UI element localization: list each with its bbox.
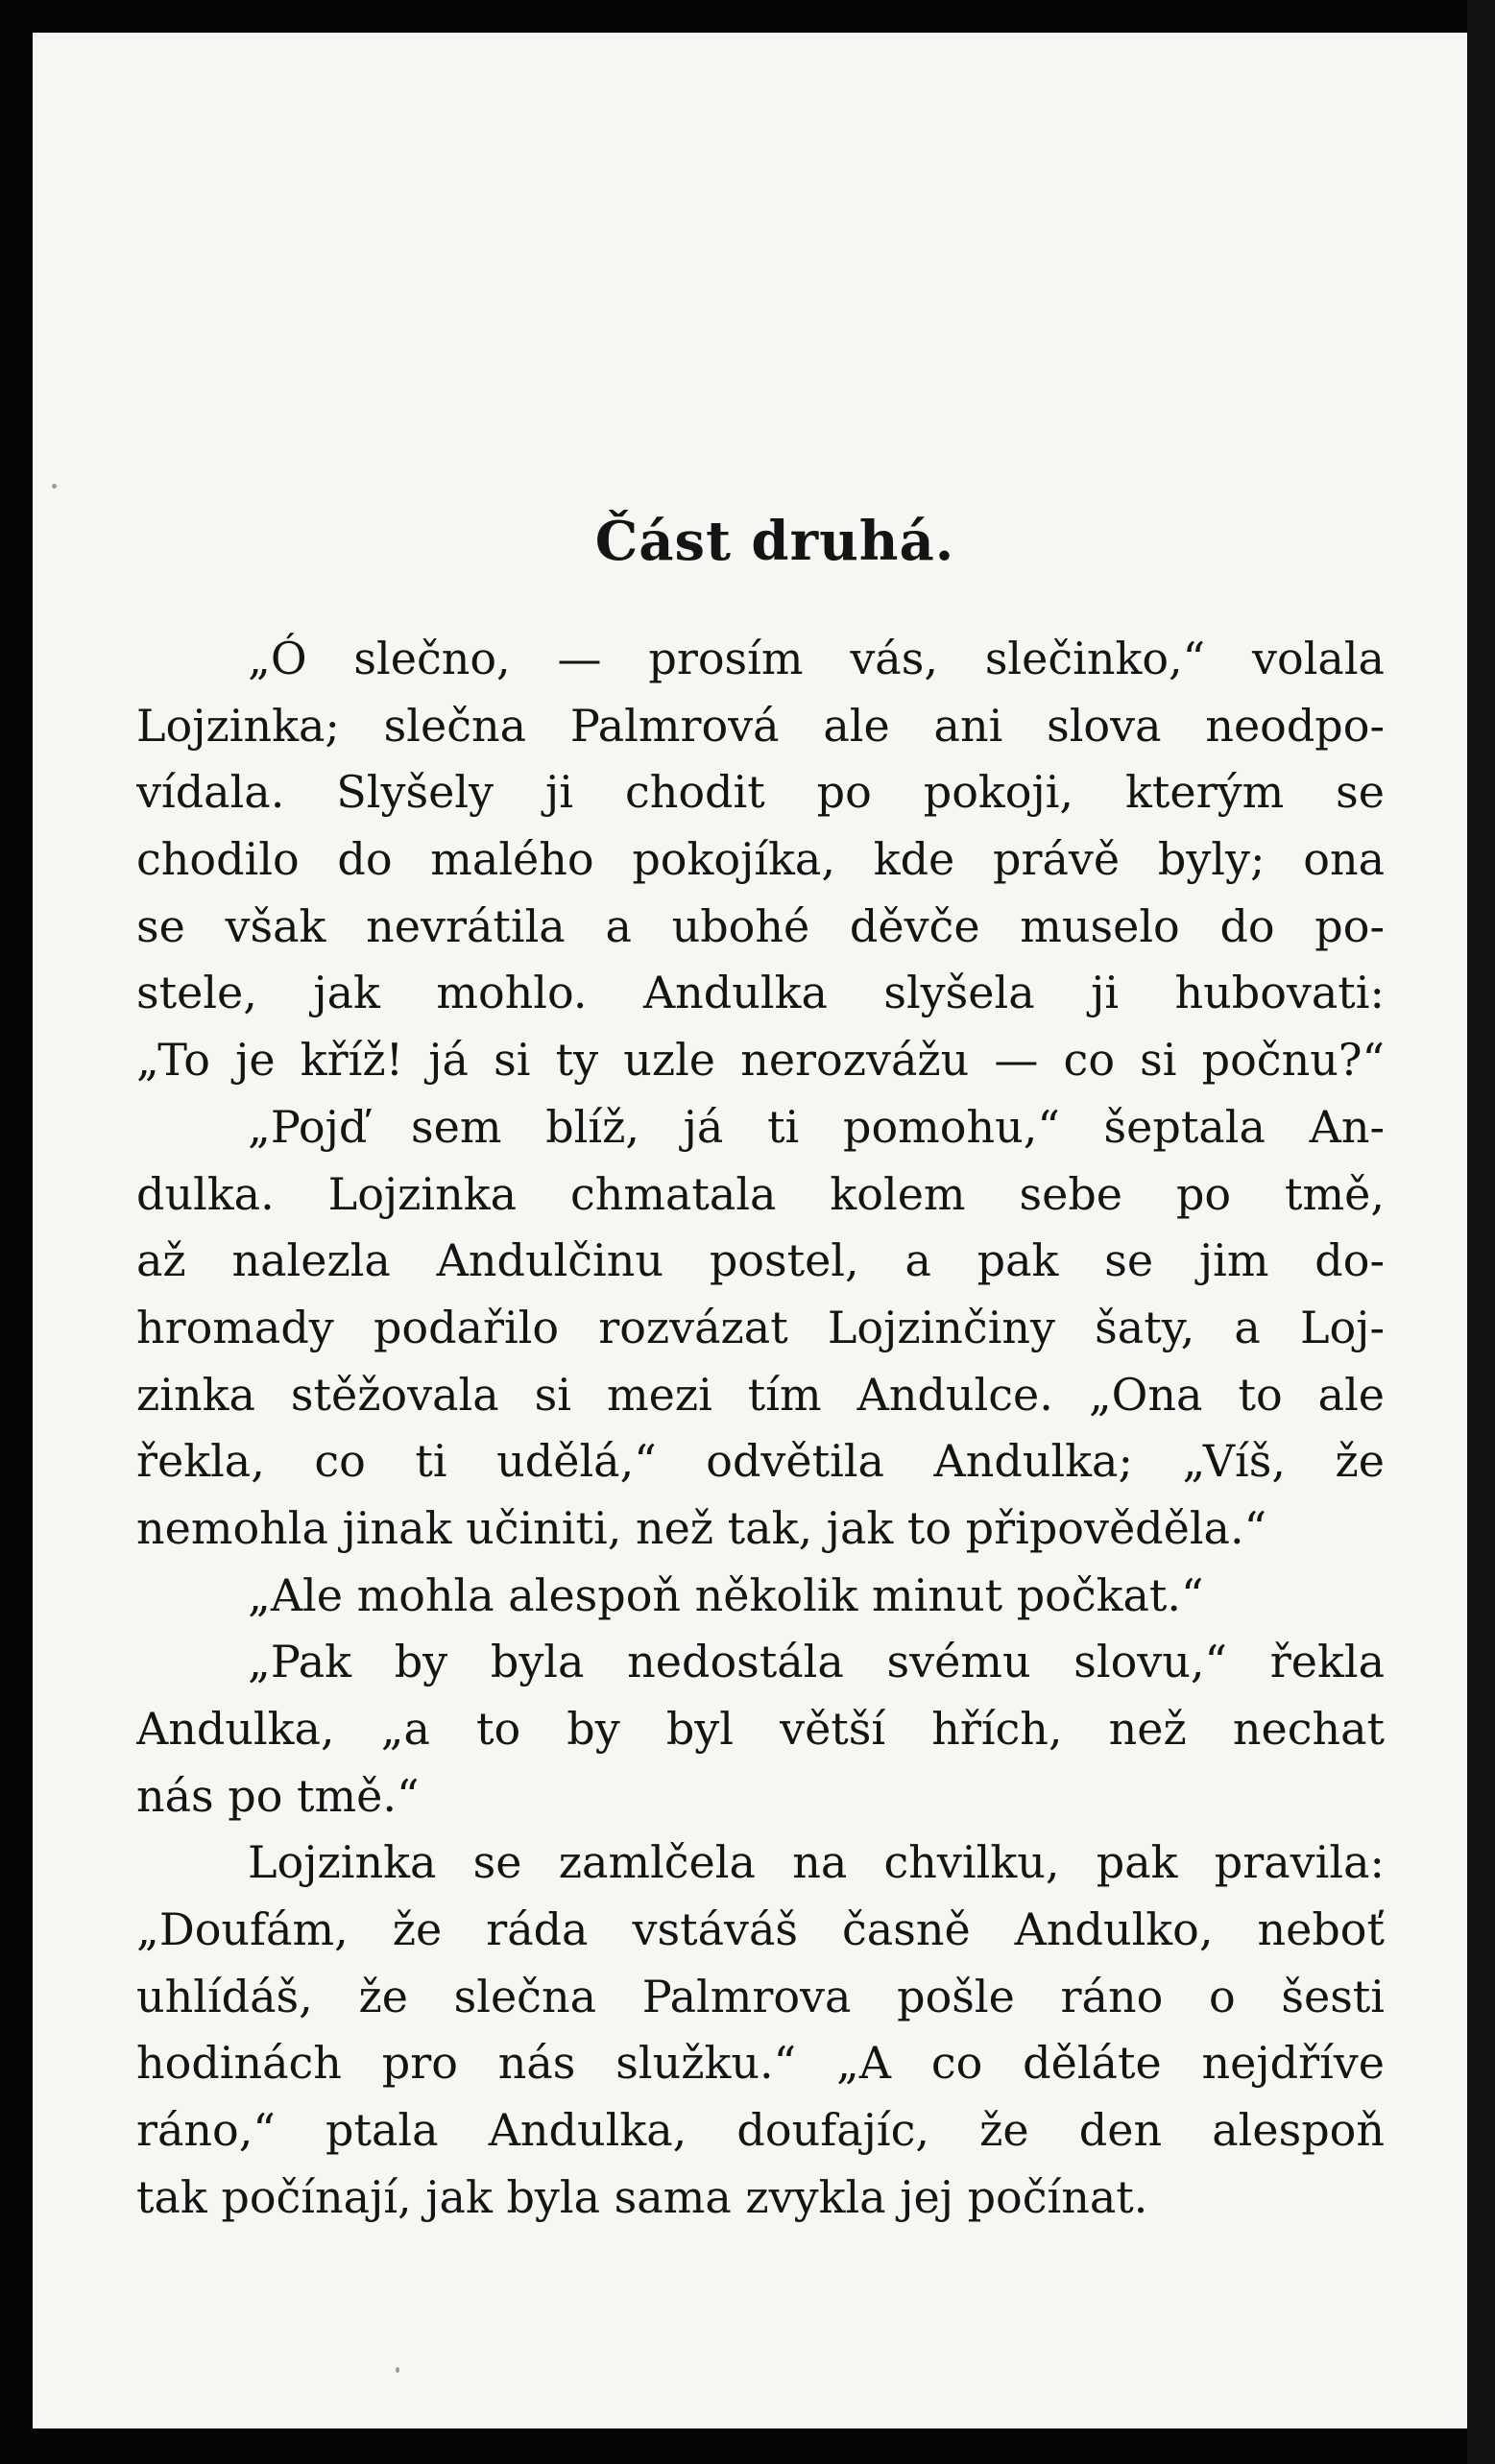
dust-speck	[52, 484, 57, 489]
text-line: se však nevrátila a ubohé děvče muselo do po-	[136, 899, 1385, 952]
text-line: až nalezla Andulčinu postel, a pak se jim do-	[136, 1234, 1385, 1287]
book-page	[33, 33, 1467, 2428]
text-line: Lojzinka se zamlčela na chvilku, pak pravila:	[248, 1836, 1385, 1889]
text-line: dulka. Lojzinka chmatala kolem sebe po tmě,	[136, 1167, 1385, 1220]
text-line: „To je kříž! já si ty uzle nerozvážu — co si počnu?“	[136, 1034, 1385, 1087]
text-line: „Doufám, že ráda vstáváš časně Andulko, neboť	[136, 1903, 1385, 1956]
text-block	[136, 503, 1385, 2232]
chapter-title: Část druhá.	[594, 510, 955, 573]
text-line: tak počínají, jak byla sama zvykla jej počínat.	[136, 2170, 1148, 2223]
page-edge-shadow	[1467, 0, 1495, 2464]
text-line: řekla, co ti udělá,“ odvětila Andulka; „Víš, že	[136, 1435, 1385, 1488]
text-line: „Pak by byla nedostála svému slovu,“ řekla	[248, 1636, 1385, 1688]
text-line: stele, jak mohlo. Andulka slyšela ji hubovati:	[136, 967, 1385, 1019]
text-line: chodilo do malého pokojíka, kde právě byly; ona	[136, 833, 1385, 886]
text-line: „Pojď sem blíž, já ti pomohu,“ šeptala An-	[248, 1100, 1385, 1153]
text-line: hromady podařilo rozvázat Lojzinčiny šaty, a Loj-	[136, 1301, 1385, 1353]
paragraph-lines	[136, 626, 1385, 2232]
text-line: hodinách pro nás služku.“ „A co děláte nejdříve	[136, 2037, 1385, 2090]
text-line: nemohla jinak učiniti, než tak, jak to připověděla.“	[136, 1501, 1267, 1554]
text-line: uhlídáš, že slečna Palmrova pošle ráno o šesti	[136, 1970, 1385, 2022]
dust-speck	[396, 2367, 399, 2373]
text-line: „Ó slečno, — prosím vás, slečinko,“ volala	[248, 633, 1385, 684]
text-line: zinka stěžovala si mezi tím Andulce. „Ona to ale	[136, 1368, 1385, 1421]
text-line: ráno,“ ptala Andulka, doufajíc, že den alespoň	[136, 2104, 1385, 2157]
text-line: Andulka, „a to by byl větší hřích, než nechat	[136, 1703, 1385, 1755]
text-line: nás po tmě.“	[136, 1769, 420, 1822]
text-line: „Ale mohla alespoň několik minut počkat.“	[248, 1568, 1204, 1621]
text-line: vídala. Slyšely ji chodit po pokoji, kterým se	[136, 766, 1385, 819]
text-line: Lojzinka; slečna Palmrová ale ani slova neodpo-	[136, 699, 1385, 752]
